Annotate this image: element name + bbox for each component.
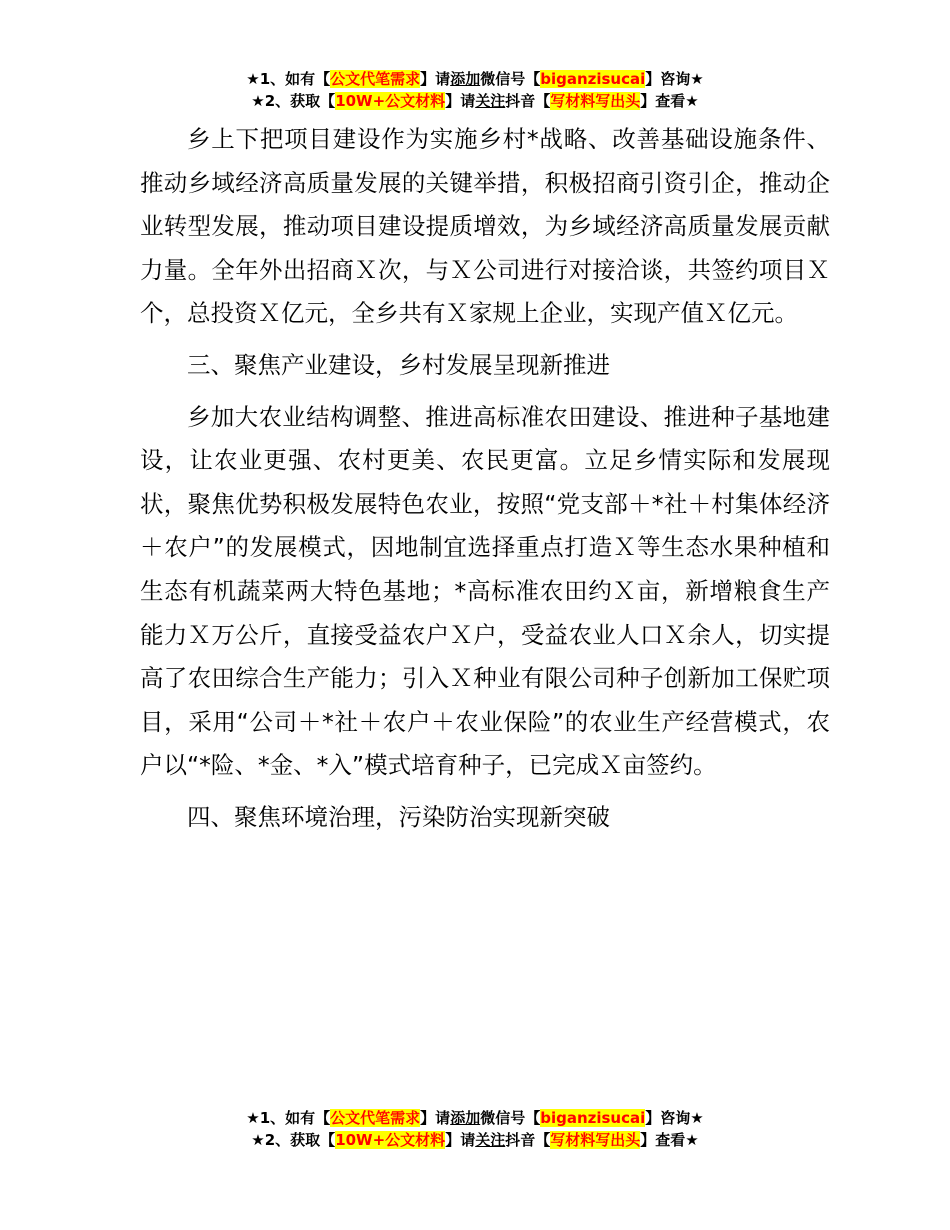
banner-line-2: ★2、获取【10W+公文材料】请关注抖音【写材料写出头】查看★	[251, 1131, 699, 1149]
highlight-douyin: 写材料写出头	[550, 1131, 641, 1149]
paragraph-project-construction: 乡上下把项目建设作为实施乡村*战略、改善基础设施条件、推动乡域经济高质量发展的关键举措，积极招商引资引企，推动企业转型发展，推动项目建设提质增效，为乡域经济高质量发展贡献力量。全年外出招商Ｘ次，与Ｘ公司进行对接洽谈，共签约项目Ｘ个，总投资Ｘ亿元，全乡共有Ｘ家规上企业，实现产值Ｘ亿元。	[140, 125, 830, 328]
highlight-materials: 10W+公文材料	[335, 92, 446, 110]
highlight-wechat-id: biganzisucai	[540, 1109, 646, 1127]
banner-line-2: ★2、获取【10W+公文材料】请关注抖音【写材料写出头】查看★	[251, 92, 699, 110]
highlight-wechat-id: biganzisucai	[540, 70, 646, 88]
paragraph-industry-construction: 乡加大农业结构调整、推进高标准农田建设、推进种子基地建设，让农业更强、农村更美、农民更富。立足乡情实际和发展现状，聚焦优势积极发展特色农业，按照“党支部＋*社＋村集体经济＋农户”的发展模式，因地制宜选择重点打造Ｘ等生态水果种植和生态有机蔬菜两大特色基地；*高标准农田约Ｘ亩，新增粮食生产能力Ｘ万公斤，直接受益农户Ｘ户，受益农业人口Ｘ余人，切实提高了农田综合生产能力；引入Ｘ种业有限公司种子创新加工保贮项目，采用“公司＋*社＋农户＋农业保险”的农业生产经营模式，农户以“*险、*金、*入”模式培育种子，已完成Ｘ亩签约。	[140, 402, 830, 780]
section-heading-4: 四、聚焦环境治理，污染防治实现新突破	[187, 802, 610, 831]
highlight-service: 公文代笔需求	[330, 70, 421, 88]
banner-line-1: ★1、如有【公文代笔需求】请添加微信号【biganzisucai】咨询★	[246, 1109, 704, 1127]
highlight-douyin: 写材料写出头	[550, 92, 641, 110]
banner-line-1: ★1、如有【公文代笔需求】请添加微信号【biganzisucai】咨询★	[246, 70, 704, 88]
section-heading-3: 三、聚焦产业建设，乡村发展呈现新推进	[187, 350, 610, 379]
footer-banner	[0, 1107, 950, 1151]
header-banner	[0, 68, 950, 112]
highlight-service: 公文代笔需求	[330, 1109, 421, 1127]
document-body	[140, 118, 830, 848]
highlight-materials: 10W+公文材料	[335, 1131, 446, 1149]
